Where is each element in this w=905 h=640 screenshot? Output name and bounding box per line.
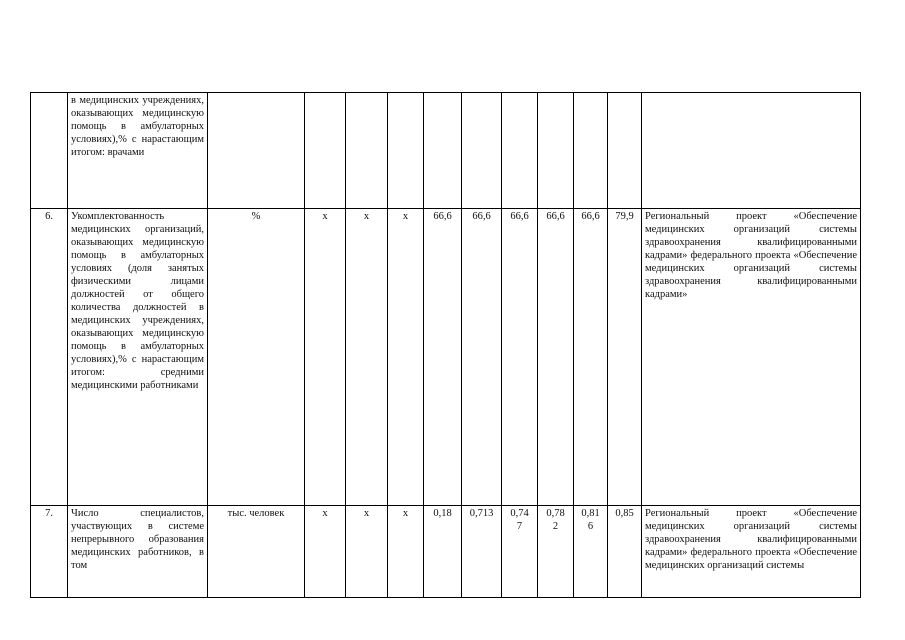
table-row xyxy=(31,506,861,598)
value-cell: х xyxy=(346,506,388,598)
unit-cell: % xyxy=(208,209,305,506)
value-cell xyxy=(608,93,642,209)
source-project: Региональный проект «Обеспечение медицинских организаций системы здравоохранения квалифицированными кадрами» федерального проекта «Обеспечение медицинских организаций системы xyxy=(642,506,861,598)
value-cell: х xyxy=(388,209,424,506)
value-cell xyxy=(462,93,502,209)
table-row xyxy=(31,93,861,209)
value-cell xyxy=(538,93,574,209)
indicator-name: Укомплектованность медицинских организаций, оказывающих медицинскую помощь в амбулаторных условиях (доля занятых физическими лицами должностей от общего количества должностей в медицинских учреждениях, оказывающих медицинскую помощь в амбулаторных условиях),% с нарастающим итогом: средними медицинскими работниками xyxy=(68,209,208,506)
value-cell: 66,6 xyxy=(574,209,608,506)
value-cell: 0,816 xyxy=(574,506,608,598)
value-cell xyxy=(305,93,346,209)
row-number xyxy=(31,93,68,209)
value-cell xyxy=(424,93,462,209)
value-cell: 79,9 xyxy=(608,209,642,506)
value-cell: х xyxy=(305,209,346,506)
value-cell: 66,6 xyxy=(462,209,502,506)
value-cell xyxy=(388,93,424,209)
value-cell xyxy=(574,93,608,209)
value-cell xyxy=(346,93,388,209)
value-cell xyxy=(502,93,538,209)
value-cell: х xyxy=(388,506,424,598)
indicator-name: Число специалистов, участвующих в системе непрерывного образования медицинских работников, в том xyxy=(68,506,208,598)
value-cell: х xyxy=(346,209,388,506)
value-cell: 0,713 xyxy=(462,506,502,598)
unit-cell xyxy=(208,93,305,209)
value-cell: 66,6 xyxy=(538,209,574,506)
value-cell: 66,6 xyxy=(502,209,538,506)
value-cell: 0,18 xyxy=(424,506,462,598)
row-number: 6. xyxy=(31,209,68,506)
source-project: Региональный проект «Обеспечение медицинских организаций системы здравоохранения квалифицированными кадрами» федерального проекта «Обеспечение медицинских организаций системы здравоохранения квалифицированными кадрами» xyxy=(642,209,861,506)
unit-cell: тыс. человек xyxy=(208,506,305,598)
indicator-name: в медицинских учреждениях, оказывающих медицинскую помощь в амбулаторных условиях),% с нарастающим итогом: врачами xyxy=(68,93,208,209)
source-project xyxy=(642,93,861,209)
table-row xyxy=(31,209,861,506)
value-cell: х xyxy=(305,506,346,598)
indicators-table xyxy=(30,92,861,598)
value-cell: 66,6 xyxy=(424,209,462,506)
value-cell: 0,782 xyxy=(538,506,574,598)
row-number: 7. xyxy=(31,506,68,598)
value-cell: 0,85 xyxy=(608,506,642,598)
value-cell: 0,747 xyxy=(502,506,538,598)
